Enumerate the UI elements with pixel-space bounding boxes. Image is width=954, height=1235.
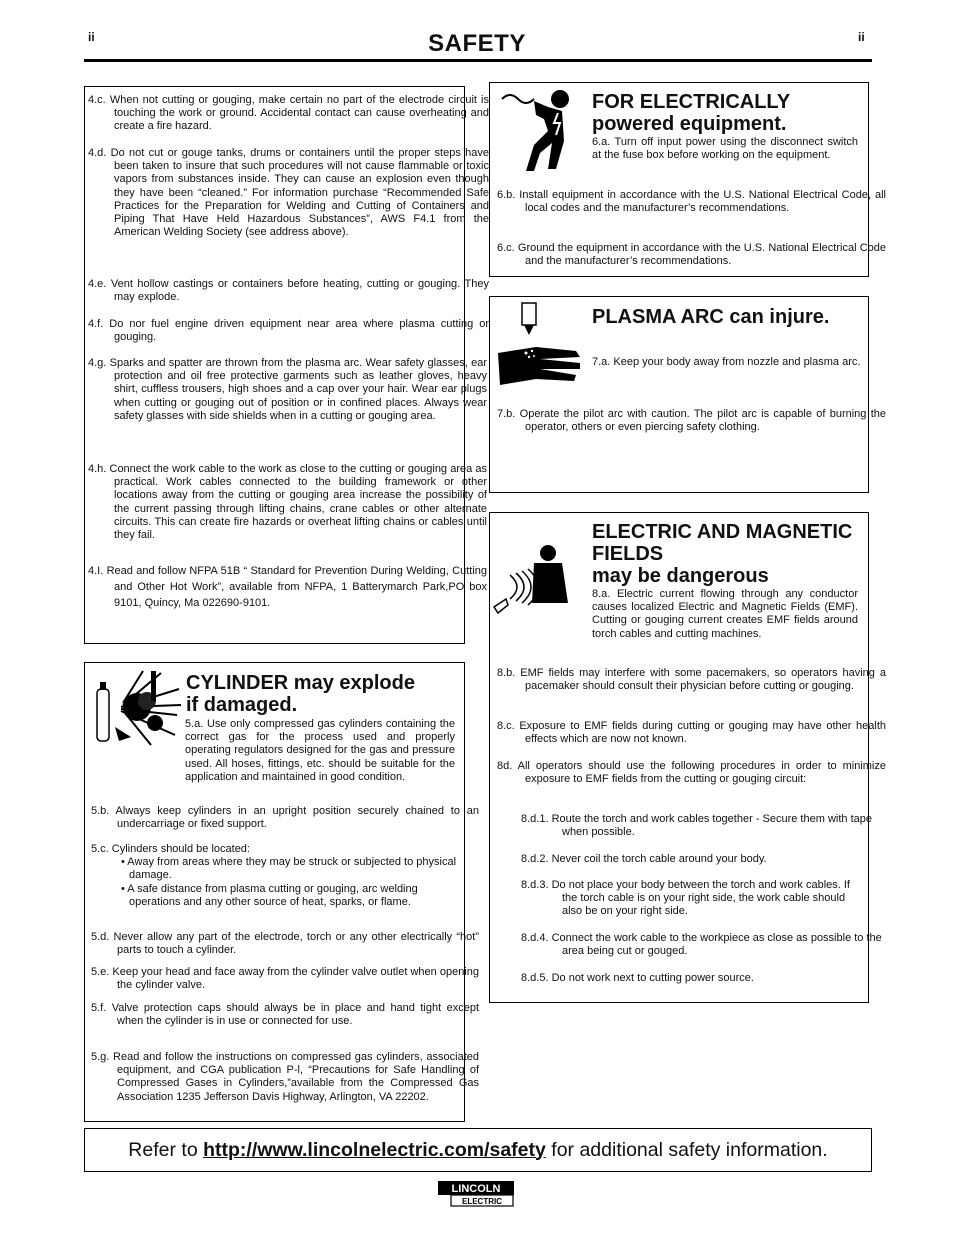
item-4g: 4.g. Sparks and spatter are thrown from the plasma arc. Wear safety glasses, ear protection and oil free protective garments such as leather gloves, heavy shirt, cuffless trousers, high shoes and a cap over your hair. Wear ear plugs when cutting or gouging out of position or in confined places. Always wear safety glasses with side shields when in a cutting or gouging area. <box>88 357 487 422</box>
plasma-box <box>489 296 886 493</box>
plasma-heading: PLASMA ARC can injure. <box>592 306 830 328</box>
item-5f: 5.f. Valve protection caps should always be in place and hand tight except when the cylinder is in use or connected for use. <box>91 1002 479 1028</box>
item-4h: 4.h. Connect the work cable to the work as close to the cutting or gouging area as practical. Work cables connected to the building framework or other locations away from the cutting or gouging area increase the possibility of the current passing through lifting chains, crane cables or other alternate circuits. This can create fire hazards or overheat lifting chains or cables until they fail. <box>88 463 487 542</box>
work-area-box <box>84 86 489 644</box>
electrical-heading-2: powered equipment. <box>592 113 787 135</box>
item-6a-text: 6.a. Turn off input power using the disconnect switch at the fuse box before working on the equipment. <box>592 136 858 162</box>
logo-text-2: ELECTRIC <box>462 1197 502 1206</box>
item-5d: 5.d. Never allow any part of the electrode, torch or any other electrically “hot” parts to touch a cylinder. <box>91 931 479 957</box>
item-7a: 7.a. Keep your body away from nozzle and plasma arc. <box>592 356 861 368</box>
item-8a-text: 8.a. Electric current flowing through any conductor causes localized Electric and Magnetic Fields (EMF). Cutting or gouging current creates EMF fields around torch cables and cutting machines. <box>592 588 858 640</box>
footer-prefix: Refer to <box>128 1138 198 1161</box>
item-8d4: 8.d.4. Connect the work cable to the workpiece as close as possible to the area being cut or gouged. <box>521 932 882 958</box>
item-5c-label: 5.c. Cylinders should be located: <box>91 843 250 855</box>
electrical-box <box>489 82 886 277</box>
cylinder-heading-1: CYLINDER may explode <box>186 672 415 694</box>
item-8d1: 8.d.1. Route the torch and work cables together - Secure them with tape when possible. <box>521 813 872 839</box>
item-8b: 8.b. EMF fields may interfere with some pacemakers, so operators having a pacemaker should consult their physician before cutting or gouging. <box>497 667 886 693</box>
page-number-left: ii <box>88 30 95 44</box>
item-4c: 4.c. When not cutting or gouging, make certain no part of the electrode circuit is touching the work or ground. Accidental contact can cause overheating and create a fire hazard. <box>88 94 489 133</box>
item-5b: 5.b. Always keep cylinders in an upright position securely chained to an undercarriage or fixed support. <box>91 805 479 831</box>
item-8d: 8d. All operators should use the following procedures in order to minimize exposure to EMF fields from the cutting or gouging circuit: <box>497 760 886 786</box>
page-number-right: ii <box>858 30 865 44</box>
page-title: SAFETY <box>428 30 526 57</box>
item-8d3: 8.d.3. Do not place your body between the torch and work cables. If the torch cable is on your right side, the work cable should also be on your right side. <box>521 879 850 918</box>
item-5c-bullet-1: • Away from areas where they may be struck or subjected to physical damage. <box>121 856 457 882</box>
logo-text-1: LINCOLN <box>451 1183 501 1195</box>
item-5a-text: 5.a. Use only compressed gas cylinders containing the correct gas for the process used and properly operating regulators designed for the gas and pressure used. All hoses, fittings, etc. should be suitable for the application and maintained in good condition. <box>185 718 455 783</box>
item-6c: 6.c. Ground the equipment in accordance with the U.S. National Electrical Code and the manufacturer’s recommendations. <box>497 242 886 268</box>
item-5e: 5.e. Keep your head and face away from the cylinder valve outlet when opening the cylinder valve. <box>91 966 479 992</box>
cylinder-explosion-icon <box>91 667 183 747</box>
item-7b: 7.b. Operate the pilot arc with caution. The pilot arc is capable of burning the operator, others or even piercing safety clothing. <box>497 408 886 434</box>
item-4i: 4.I. Read and follow NFPA 51B “ Standard for Prevention During Welding, Cutting and Other Hot Work”, available from NFPA, 1 Batterymarch Park,PO box 9101, Quincy, Ma 022690-9101. <box>88 565 487 609</box>
emf-heading-3: may be dangerous <box>592 565 769 587</box>
emf-box <box>489 512 886 1003</box>
item-4d: 4.d. Do not cut or gouge tanks, drums or containers until the proper steps have been taken to insure that such procedures will not cause flammable or toxic vapors from substances inside. They can cause an explosion even though they have been “cleaned.” For information purchase “Recommended Safe Practices for the Preparation for Welding and Cutting of Containers and Piping That Have Held Hazardous Substances”, AWS F4.1 from the American Welding Society (see address above). <box>88 147 489 239</box>
item-5c-bullet-2: • A safe distance from plasma cutting or gouging, arc welding operations and any other source of heat, sparks, or flame. <box>121 882 418 908</box>
item-4e: 4.e. Vent hollow castings or containers before heating, cutting or gouging. They may explode. <box>88 278 489 304</box>
cylinder-box <box>84 662 479 1122</box>
item-4f: 4.f. Do nor fuel engine driven equipment near area where plasma cutting or gouging. <box>88 318 489 344</box>
lincoln-electric-logo <box>437 1180 515 1208</box>
item-5c <box>91 843 457 909</box>
safety-link[interactable]: http://www.lincolnelectric.com/safety <box>203 1138 546 1161</box>
item-8c: 8.c. Exposure to EMF fields during cutting or gouging may have other health effects which are now not known. <box>497 720 886 746</box>
plasma-arc-hand-icon <box>496 301 582 387</box>
electrical-heading-1: FOR ELECTRICALLY <box>592 91 791 113</box>
item-5g: 5.g. Read and follow the instructions on compressed gas cylinders, associated equipment, and CGA publication P-l, “Precautions for Safe Handling of Compressed Gases in Cylinders,”available from the Compressed Gas Association 1235 Jefferson Davis Highway, Arlington, VA 22202. <box>91 1051 479 1103</box>
cylinder-heading-2: if damaged. <box>186 694 298 716</box>
electric-shock-icon <box>500 89 586 175</box>
title-rule <box>84 59 872 62</box>
footer-suffix: for additional safety information. <box>551 1138 828 1161</box>
item-8d2: 8.d.2. Never coil the torch cable around your body. <box>521 853 767 865</box>
emf-heading-2: FIELDS <box>592 543 664 565</box>
emf-heading-1: ELECTRIC AND MAGNETIC <box>592 521 853 543</box>
item-6b: 6.b. Install equipment in accordance with the U.S. National Electrical Code, all local codes and the manufacturer’s recommendations. <box>497 189 886 215</box>
item-8d5: 8.d.5. Do not work next to cutting power source. <box>521 972 754 984</box>
emf-field-icon <box>492 543 582 619</box>
safety-reference-bar <box>84 1128 872 1172</box>
